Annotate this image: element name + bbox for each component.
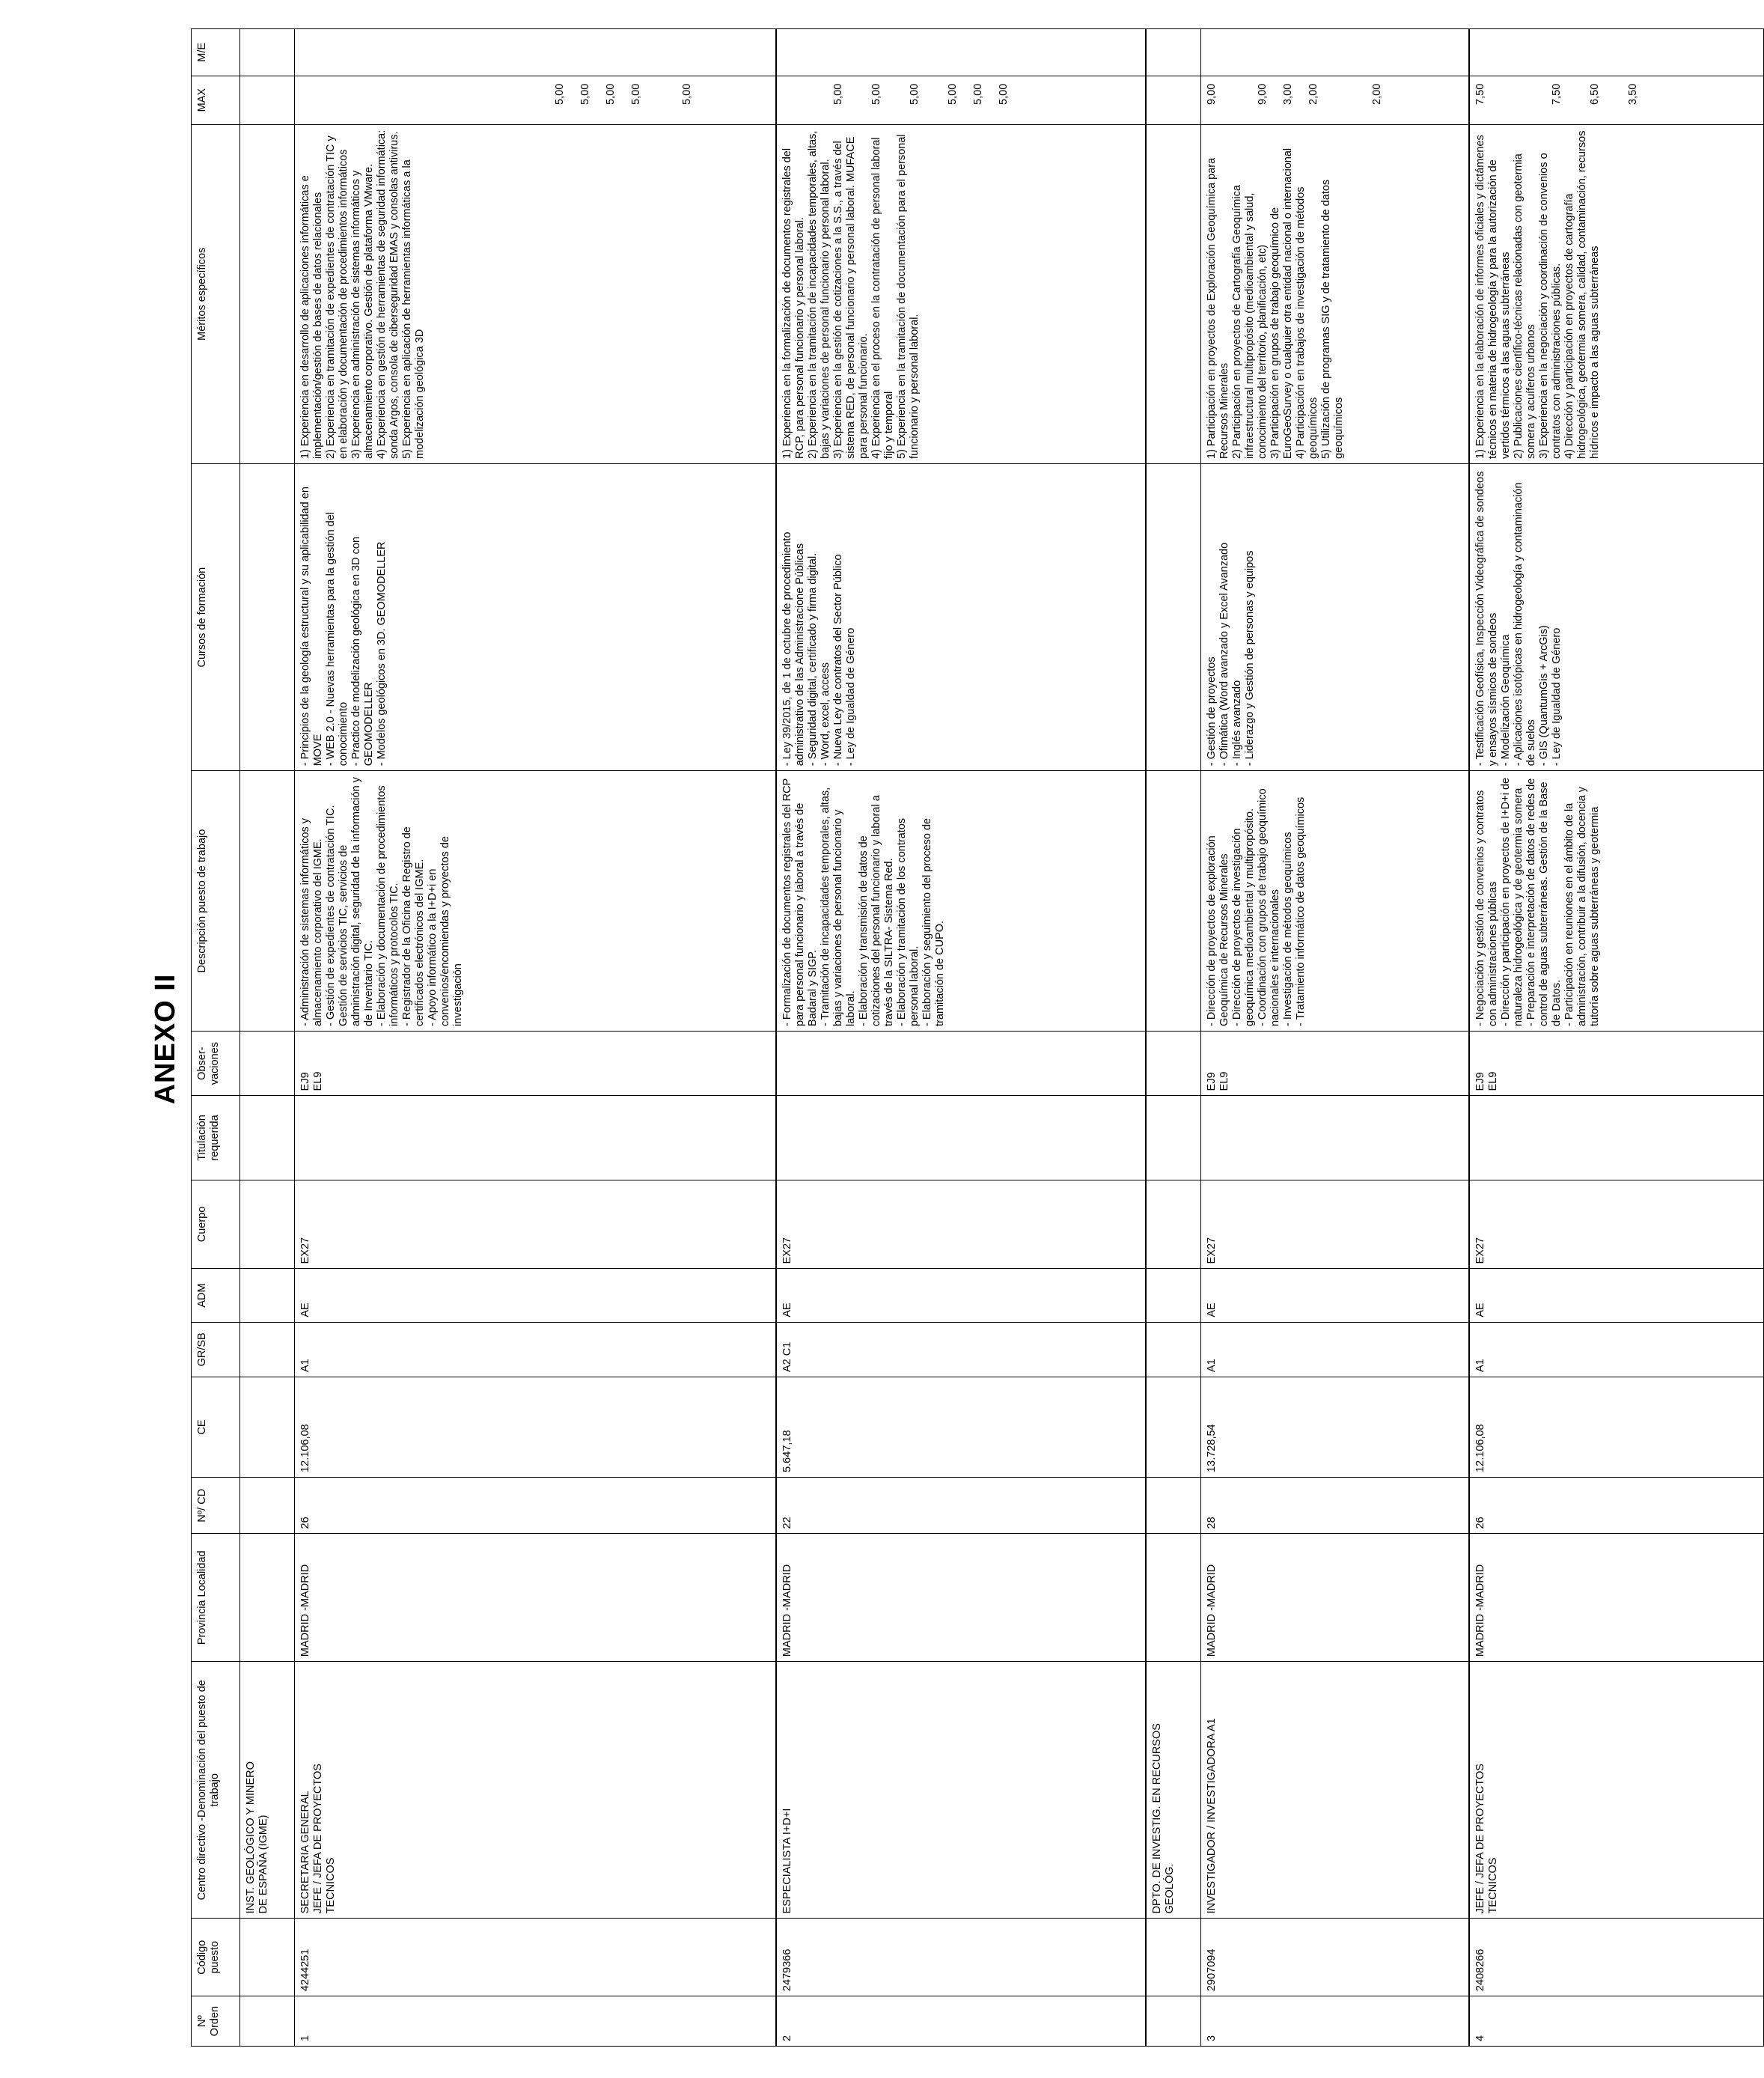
col-max: MAX xyxy=(192,76,240,124)
cell-max: 7,50 7,50 6,50 3,50 xyxy=(1469,76,1764,124)
col-grsb: GR/SB xyxy=(192,1322,240,1377)
cell-grsb: A1 xyxy=(1469,1322,1764,1377)
cell-max: 5,00 5,00 5,00 5,00 5,00 xyxy=(295,76,777,124)
cell-titulacion xyxy=(776,1096,1146,1180)
cell-me xyxy=(295,29,777,76)
cell-cursos: - Gestión de proyectos - Ofimática (Word avanzado y Excel Avanzado - Inglés avanzado - Liderazgo y Gestión de personas y equipos xyxy=(1201,464,1470,771)
cell-descripcion: - Administración de sistemas informáticos y almacenamiento corporativo del IGME. - Gestión de expedientes de contratación TIC. Gestión de servicios TIC, servicios de administración digital, seguridad de la información y de Inventario TIC. - Elaboración y documentación de procedimientos informáticos y protocolos TIC. - Registrador de la Oficina de Registro de certificados electrónicos del IGME. - Apoyo informático a la I+D+i en convenios/encomiendas y proyectos de investigación xyxy=(295,771,777,1032)
organismo-row xyxy=(240,29,295,2047)
table-row xyxy=(1469,29,1764,2047)
cell-orden: 4 xyxy=(1469,1996,1764,2047)
cell-max: 9,00 9,00 3,00 2,00 2,00 xyxy=(1201,76,1470,124)
cell-adm: AE xyxy=(1201,1269,1470,1322)
departamento-label: DPTO. DE INVESTIG. EN RECURSOS GEOLÓG. xyxy=(1146,1662,1201,1919)
cell-me xyxy=(1469,29,1764,76)
col-codigo: Código puesto xyxy=(192,1919,240,1996)
header-row xyxy=(192,29,240,2047)
cell-titulacion xyxy=(1201,1096,1470,1180)
cell-cursos: - Principios de la geología estructural y su aplicabilidad en MOVE - WEB 2.0 - Nuevas herramientas para la gestión del conocimiento - Practico de modelización geológica en 3D con GEOMODELLER - Modelos geológicos en 3D. GEOMODELLER xyxy=(295,464,777,771)
cell-ce: 12.106,08 xyxy=(295,1377,777,1478)
cell-me xyxy=(776,29,1146,76)
col-titulacion: Titulación requerida xyxy=(192,1096,240,1180)
cell-grsb: A1 xyxy=(1201,1322,1470,1377)
col-me: M/E xyxy=(192,29,240,76)
cell-centro: SECRETARIA GENERAL JEFE / JEFA DE PROYECTOS TECNICOS xyxy=(295,1662,777,1919)
cell-centro: JEFE / JEFA DE PROYECTOS TECNICOS xyxy=(1469,1662,1764,1919)
cell-meritos: 1) Experiencia en la formalización de documentos registrales del RCP, para personal funcionario y personal laboral. 2) Experiencia en la tramitación de incapacidades temporales, altas, bajas y variaciones de personal funcionario y personal laboral. 3) Experiencia en la gestión de cotizaciones a la S.S., a través del sistema RED, de personal funcionario y personal laboral. MUFACE para personal funcionario. 4) Experiencia en el proceso en la contratación de personal laboral fijo y temporal 5) Experiencia en la tramitación de documentación para el personal funcionario y personal laboral. xyxy=(776,124,1146,463)
col-cuerpo: Cuerpo xyxy=(192,1180,240,1269)
cell-grsb: A2 C1 xyxy=(776,1322,1146,1377)
cell-ce: 12.106,08 xyxy=(1469,1377,1764,1478)
cell-cursos: - Testificación Geofísica, Inspección Videográfica de sondeos y ensayos sísmicos de sondeos - Modelización Geoquímica - Aplicaciones isotópicas en hidrogeología y contaminación de suelos - GIS (QuantumGis + ArcGis) - Ley de Igualdad de Género xyxy=(1469,464,1764,771)
cell-provincia: MADRID -MADRID xyxy=(1201,1534,1470,1662)
departamento-row xyxy=(1146,29,1201,2047)
cell-orden: 1 xyxy=(295,1996,777,2047)
col-orden: Nº Orden xyxy=(192,1996,240,2047)
cell-obs: EJ9 EL9 xyxy=(1469,1031,1764,1095)
col-descripcion: Descripción puesto de trabajo xyxy=(192,771,240,1032)
cell-nivel: 22 xyxy=(776,1477,1146,1534)
positions-table xyxy=(191,28,1764,2047)
cell-nivel: 26 xyxy=(1469,1477,1764,1534)
cell-provincia: MADRID -MADRID xyxy=(776,1534,1146,1662)
cell-meritos: 1) Participación en proyectos de Exploración Geoquímica para Recursos Minerales 2) Participación en proyectos de Cartografía Geoquímica infraestructural multipropósito (medioambiental y salud, conocimiento del territorio, planificación, etc) 3) Participación en grupos de trabajo geoquímico de EuroGeoSurvey o cualquier otra entidad nacional o internacional 4) Participación en trabajos de investigación de métodos geoquímicos 5) Utilización de programas SIG y de tratamiento de datos geoquímicos xyxy=(1201,124,1470,463)
col-meritos: Méritos específicos xyxy=(192,124,240,463)
cell-provincia: MADRID -MADRID xyxy=(295,1534,777,1662)
cell-obs xyxy=(776,1031,1146,1095)
cell-grsb: A1 xyxy=(295,1322,777,1377)
cell-descripcion: - Negociación y gestión de convenios y contratos con administraciones públicas - Dirección y participación en proyectos de I+D+i de naturaleza hidrogeológica y de geotermia somera - Preparación e interpretación de datos de redes de control de aguas subterráneas. Gestión de la Base de Datos. - Participación en reuniones en el ámbito de la administración, contribuir a la difusión, docencia y tutoría sobre aguas subterráneas y geotermia xyxy=(1469,771,1764,1032)
col-adm: ADM xyxy=(192,1269,240,1322)
cell-ce: 5.647,18 xyxy=(776,1377,1146,1478)
cell-meritos: 1) Experiencia en la elaboración de informes oficiales y dictámenes técnicos en materia de hidrogeología y para la autorización de vertidos térmicos a las aguas subterráneas 2) Publicaciones científico-técnicas relacionadas con geotermia somera y acuíferos urbanos 3) Experiencia en la negociación y coordinación de convenios o contratos con administraciones públicas. 4) Dirección y participación en proyectos de cartografía hidrogeológica, geotermia somera, calidad, contaminación, recursos hídricos e impacto a las aguas subterráneas xyxy=(1469,124,1764,463)
cell-cuerpo: EX27 xyxy=(1201,1180,1470,1269)
cell-titulacion xyxy=(1469,1096,1764,1180)
cell-codigo: 4244251 xyxy=(295,1919,777,1996)
table-row xyxy=(1201,29,1470,2047)
col-obs: Obser- vaciones xyxy=(192,1031,240,1095)
cell-provincia: MADRID -MADRID xyxy=(1469,1534,1764,1662)
cell-codigo: 2479366 xyxy=(776,1919,1146,1996)
cell-nivel: 26 xyxy=(295,1477,777,1534)
table-row xyxy=(776,29,1146,2047)
cell-orden: 2 xyxy=(776,1996,1146,2047)
cell-cuerpo: EX27 xyxy=(295,1180,777,1269)
col-nivel: Nº/ CD xyxy=(192,1477,240,1534)
cell-ce: 13.728,54 xyxy=(1201,1377,1470,1478)
cell-descripcion: - Formalización de documentos registrales del RCP para personal funcionario y laboral a través de Badaral y SIGP. - Tramitación de incapacidades temporales, altas, bajas y variaciones de personal funcionario y laboral. - Elaboración y transmisión de datos de cotizaciones del personal funcionario y laboral a través de la SILTRA- Sistema Red. - Elaboración y tramitación de los contratos personal laboral. - Elaboración y seguimiento del proceso de tramitación de CUPO. xyxy=(776,771,1146,1032)
cell-adm: AE xyxy=(295,1269,777,1322)
cell-cuerpo: EX27 xyxy=(1469,1180,1764,1269)
cell-obs: EJ9 EL9 xyxy=(1201,1031,1470,1095)
page-title: ANEXO II xyxy=(150,973,181,1105)
col-centro: Centro directivo -Denominación del puesto de trabajo xyxy=(192,1662,240,1919)
cell-orden: 3 xyxy=(1201,1996,1470,2047)
organismo-label: INST. GEOLÓGICO Y MINERO DE ESPAÑA (IGME) xyxy=(240,1662,295,1919)
cell-titulacion xyxy=(295,1096,777,1180)
cell-cursos: - Ley 39/2015, de 1 de octubre de procedimiento administrativo de las Administracione Públicas - Seguridad digital, certificado y firma digital. - Word, excel, access - Nueva Ley de contratos del Sector Público - Ley de Igualdad de Género xyxy=(776,464,1146,771)
cell-centro: INVESTIGADOR / INVESTIGADORA A1 xyxy=(1201,1662,1470,1919)
cell-adm: AE xyxy=(776,1269,1146,1322)
cell-me xyxy=(1201,29,1470,76)
cell-codigo: 2408266 xyxy=(1469,1919,1764,1996)
cell-descripcion: - Dirección de proyectos de exploración Geoquímica de Recursos Minerales - Dirección de proyectos de investigación geoquímica medioambiental y multipropósito. - Coordinación con grupos de trabajo geoquímico nacionales e internacionales - Investigación de métodos geoquímicos - Tratamiento informático de datos geoquímicos xyxy=(1201,771,1470,1032)
cell-max: 5,00 5,00 5,00 5,00 5,00 5,00 xyxy=(776,76,1146,124)
cell-cuerpo: EX27 xyxy=(776,1180,1146,1269)
cell-codigo: 2907094 xyxy=(1201,1919,1470,1996)
cell-adm: AE xyxy=(1469,1269,1764,1322)
col-ce: CE xyxy=(192,1377,240,1478)
table-row xyxy=(295,29,777,2047)
col-provincia: Provincia Localidad xyxy=(192,1534,240,1662)
cell-centro: ESPECIALISTA I+D+I xyxy=(776,1662,1146,1919)
col-cursos: Cursos de formación xyxy=(192,464,240,771)
cell-meritos: 1) Experiencia en desarrollo de aplicaciones informáticas e implementación/gestión de bases de datos relacionales 2) Experiencia en tramitación de expedientes de contratación TIC y en elaboración y documentación de procedimientos informáticos 3) Experiencia en administración de sistemas informáticos y almacenamiento corporativo. Gestión de plataforma VMware. 4) Experiencia en gestión de herramientas de seguridad informática: sonda Argos, consola de ciberseguridad EMAS y consolas antivirus. 5) Experiencia en aplicación de herramientas informáticas a la modelización geológica 3D xyxy=(295,124,777,463)
cell-nivel: 28 xyxy=(1201,1477,1470,1534)
cell-obs: EJ9 EL9 xyxy=(295,1031,777,1095)
